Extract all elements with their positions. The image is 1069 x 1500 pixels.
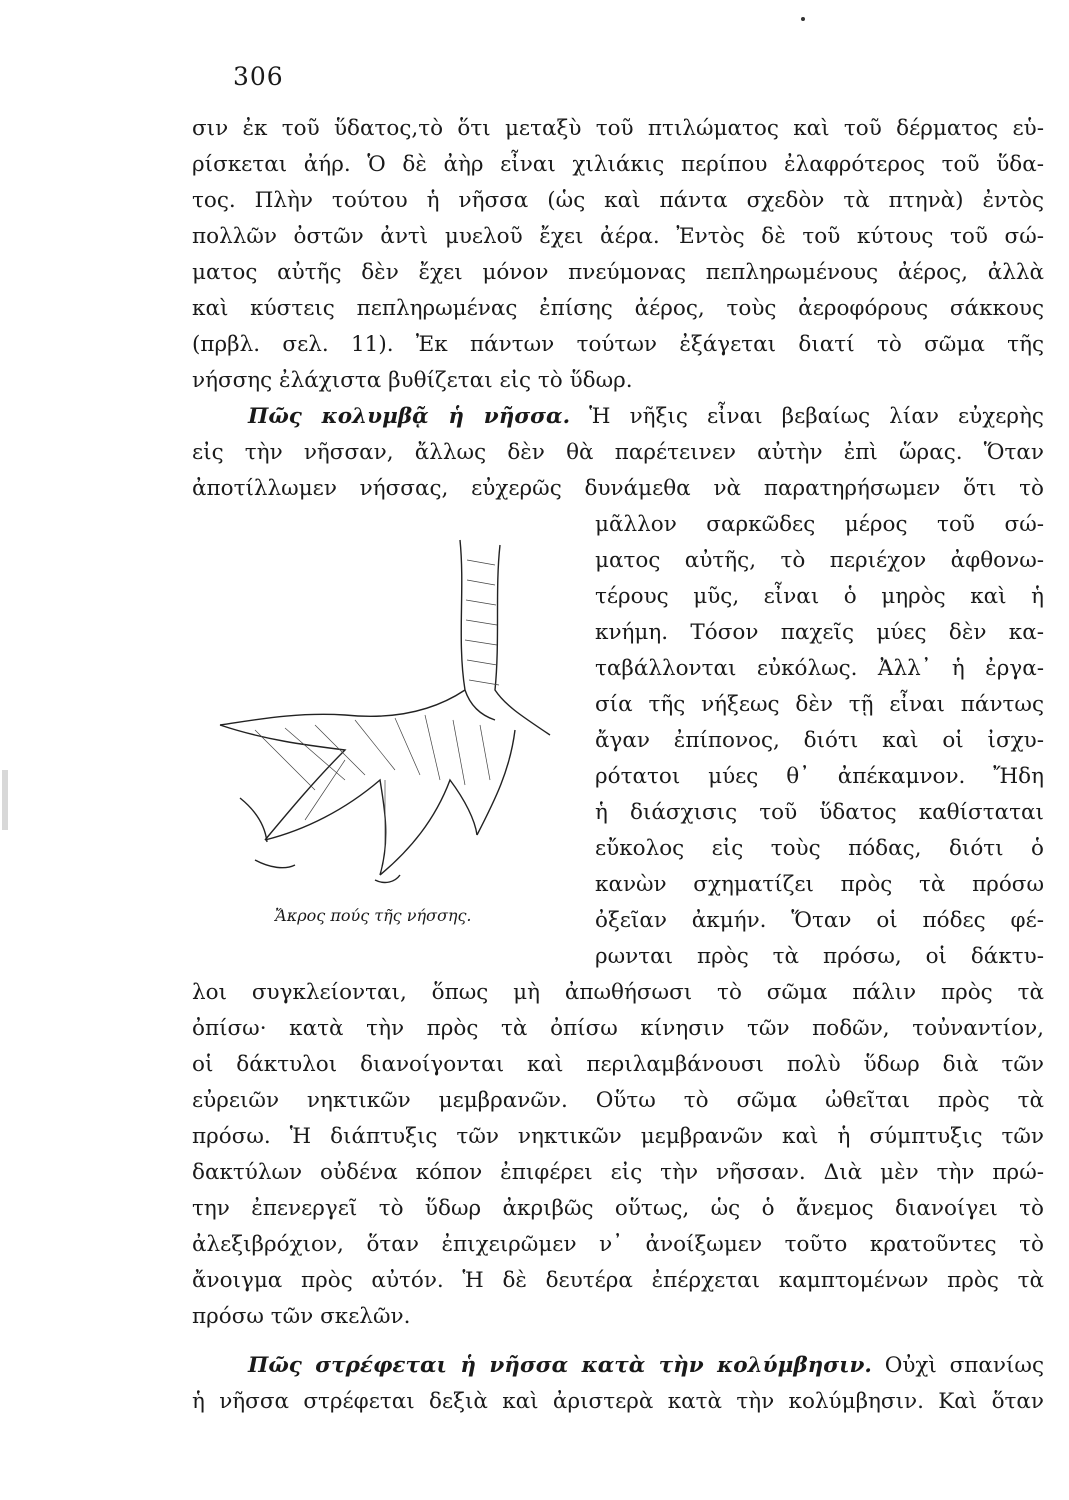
text-line: πρόσω τῶν σκελῶν. bbox=[192, 1304, 411, 1329]
page-number: 306 bbox=[233, 62, 284, 91]
text-line: Οὐχὶ σπανίως bbox=[884, 1353, 1045, 1378]
text-line: εἰς τὴν νῆσσαν, ἄλλως δὲν θὰ παρέτεινεν αὐτὴν ἐπὶ ὥρας. Ὅταν bbox=[192, 440, 1044, 465]
text-line: ἄνοιγμα πρὸς αὐτόν. Ἡ δὲ δευτέρα ἐπέρχεται καμπτομένων πρὸς τὰ bbox=[192, 1268, 1044, 1293]
text-line: τέρους μῦς, εἶναι ὁ μηρὸς καὶ ἡ bbox=[595, 584, 1044, 609]
text-line: ἄγαν ἐπίπονος, διότι καὶ οἱ ἰσχυ- bbox=[595, 728, 1044, 753]
section-heading: Πῶς κολυμβᾷ ἡ νῆσσα. bbox=[248, 404, 571, 429]
text-line: ἀλεξιβρόχιον, ὅταν ἐπιχειρῶμεν ν᾿ ἀνοίξωμεν τοῦτο κρατοῦντες τὸ bbox=[192, 1232, 1044, 1257]
text-line: πρόσω. Ἡ διάπτυξις τῶν νηκτικῶν μεμβρανῶν καὶ ἡ σύμπτυξις τῶν bbox=[192, 1124, 1044, 1149]
duck-foot-illustration bbox=[195, 530, 570, 900]
text-line: μᾶλλον σαρκῶδες μέρος τοῦ σώ- bbox=[595, 512, 1044, 537]
text-line: Ἡ νῆξις εἶναι βεβαίως λίαν εὐχερὴς bbox=[589, 404, 1044, 429]
text-line: οἱ δάκτυλοι διανοίγονται καὶ περιλαμβάνουσι πολὺ ὕδωρ διὰ τῶν bbox=[192, 1052, 1044, 1077]
text-line: σιν ἐκ τοῦ ὕδατος,τὸ ὅτι μεταξὺ τοῦ πτιλώματος καὶ τοῦ δέρματος εὑ- bbox=[192, 116, 1044, 141]
text-line: την ἐπενεργεῖ τὸ ὕδωρ ἀκριβῶς οὕτως, ὡς ὁ ἄνεμος διανοίγει τὸ bbox=[192, 1196, 1044, 1221]
text-line: ρίσκεται ἀήρ. Ὁ δὲ ἀὴρ εἶναι χιλιάκις περίπου ἐλαφρότερος τοῦ ὕδα- bbox=[192, 152, 1044, 177]
text-line: πολλῶν ὀστῶν ἀντὶ μυελοῦ ἔχει ἀέρα. Ἐντὸς δὲ τοῦ κύτους τοῦ σώ- bbox=[192, 224, 1044, 249]
text-line: ματος αὐτῆς δὲν ἔχει μόνον πνεύμονας πεπληρωμένους ἀέρος, ἀλλὰ bbox=[192, 260, 1044, 285]
text-line: ρωνται πρὸς τὰ πρόσω, οἱ δάκτυ- bbox=[595, 944, 1044, 969]
text-line: κανὼν σχηματίζει πρὸς τὰ πρόσω bbox=[595, 872, 1044, 897]
section-heading: Πῶς στρέφεται ἡ νῆσσα κατὰ τὴν κολύμβησιν. bbox=[248, 1353, 872, 1378]
text-line: ὀξεῖαν ἀκμήν. Ὅταν οἱ πόδες φέ- bbox=[595, 908, 1044, 933]
figure-caption: Ἄκρος πούς τῆς νήσσης. bbox=[275, 906, 472, 925]
section-heading-line bbox=[248, 399, 1044, 435]
text-line: ἡ διάσχισις τοῦ ὕδατος καθίσταται bbox=[595, 800, 1044, 825]
text-line: εὔκολος εἰς τοὺς πόδας, διότι ὁ bbox=[595, 836, 1044, 861]
page-dot bbox=[801, 17, 805, 21]
text-line: τος. Πλὴν τούτου ἡ νῆσσα (ὡς καὶ πάντα σχεδὸν τὰ πτηνὰ) ἐντὸς bbox=[192, 188, 1044, 213]
text-line: ὀπίσω· κατὰ τὴν πρὸς τὰ ὀπίσω κίνησιν τῶν ποδῶν, τοὐναντίον, bbox=[192, 1016, 1044, 1041]
text-line: (πρβλ. σελ. 11). Ἐκ πάντων τούτων ἐξάγεται διατί τὸ σῶμα τῆς bbox=[192, 332, 1044, 357]
margin-mark bbox=[2, 770, 8, 830]
section-heading-line bbox=[248, 1348, 1044, 1384]
text-line: ματος αὐτῆς, τὸ περιέχον ἀφθονω- bbox=[595, 548, 1044, 573]
text-line: λοι συγκλείονται, ὅπως μὴ ἀπωθήσωσι τὸ σῶμα πάλιν πρὸς τὰ bbox=[192, 980, 1044, 1005]
text-line: ἡ νῆσσα στρέφεται δεξιὰ καὶ ἀριστερὰ κατὰ τὴν κολύμβησιν. Καὶ ὅταν bbox=[192, 1389, 1044, 1414]
text-line: καὶ κύστεις πεπληρωμένας ἐπίσης ἀέρος, τοὺς ἀεροφόρους σάκκους bbox=[192, 296, 1044, 321]
text-line: σία τῆς νήξεως δὲν τῇ εἶναι πάντως bbox=[595, 692, 1044, 717]
text-line: δακτύλων οὐδένα κόπον ἐπιφέρει εἰς τὴν νῆσσαν. Διὰ μὲν τὴν πρώ- bbox=[192, 1160, 1044, 1185]
text-line: ταβάλλονται εὐκόλως. Ἀλλ᾿ ἡ ἐργα- bbox=[595, 656, 1044, 681]
text-line: ρότατοι μύες θ᾿ ἀπέκαμνον. Ἤδη bbox=[595, 764, 1044, 789]
text-line: εὐρειῶν νηκτικῶν μεμβρανῶν. Οὕτω τὸ σῶμα ὠθεῖται πρὸς τὰ bbox=[192, 1088, 1044, 1113]
text-line: νήσσης ἐλάχιστα βυθίζεται εἰς τὸ ὕδωρ. bbox=[192, 368, 633, 393]
text-line: κνήμη. Τόσον παχεῖς μύες δὲν κα- bbox=[595, 620, 1044, 645]
text-line: ἀποτίλλωμεν νήσσας, εὐχερῶς δυνάμεθα νὰ παρατηρήσωμεν ὅτι τὸ bbox=[192, 476, 1044, 501]
